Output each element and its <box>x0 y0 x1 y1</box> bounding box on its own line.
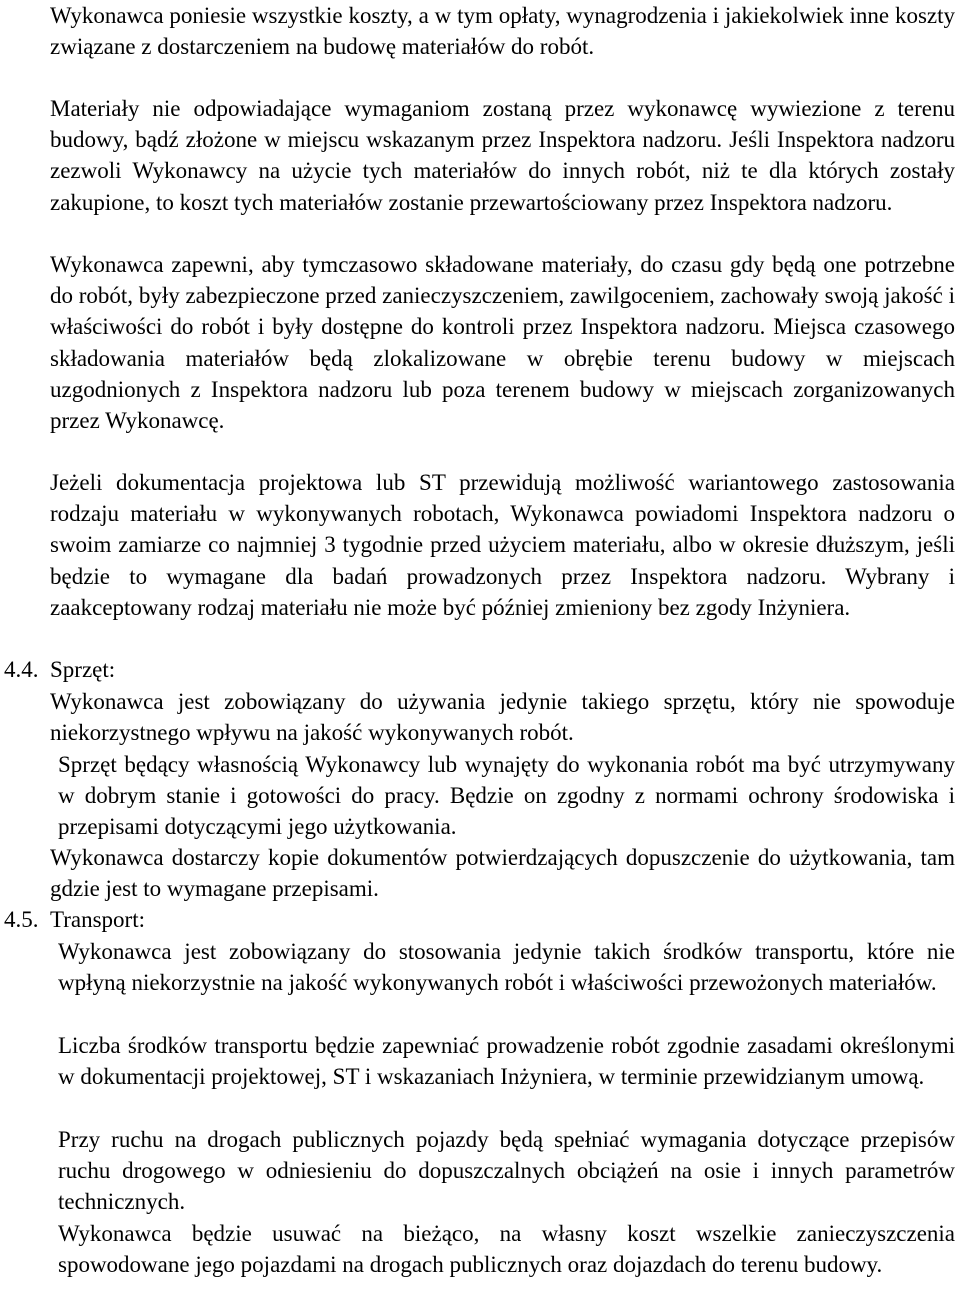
paragraph-equipment-documents: Wykonawca dostarczy kopie dokumentów potwierdzających dopuszczenie do użytkowania, tam gdzie jest to wymagane przepisami. <box>50 845 955 902</box>
paragraph-equipment-condition: Sprzęt będący własnością Wykonawcy lub wynajęty do wykonania robót ma być utrzymywany w dobrym stanie i gotowości do pracy. Będzie on zgodny z normami ochrony środowiska i przepisami dotyczącymi jego użytkowania. <box>58 752 955 840</box>
section-number: 4.5. <box>4 907 39 932</box>
paragraph-equipment-use: Wykonawca jest zobowiązany do używania jedynie takiego sprzętu, który nie spowoduje niekorzystnego wpływu na jakość wykonywanych robót. <box>50 689 955 746</box>
section-title: Transport: <box>50 907 145 932</box>
section-heading-transport <box>4 904 145 935</box>
paragraph-transport-means: Wykonawca jest zobowiązany do stosowania jedynie takich środków transportu, które nie wpłyną niekorzystnie na jakość wykonywanych robót i właściwości przewożonych materiałów. <box>58 939 955 996</box>
paragraph-public-roads: Przy ruchu na drogach publicznych pojazdy będą spełniać wymagania dotyczące przepisów ruchu drogowego w odniesieniu do dopuszczalnych obciążeń na osie i innych parametrów technicznych. <box>58 1127 955 1215</box>
paragraph-material-variants: Jeżeli dokumentacja projektowa lub ST przewidują możliwość wariantowego zastosowania rodzaju materiału w wykonywanych robotach, Wykonawca powiadomi Inspektora nadzoru o swoim zamiarze co najmniej 3 tygodnie przed użyciem materiału, albo w okresie dłuższym, jeśli będzie to wymagane dla badań prowadzonych przez Inspektora nadzoru. Wybrany i zaakceptowany rodzaj materiału nie może być później zmieniony bez zgody Inżyniera. <box>50 470 955 620</box>
section-number: 4.4. <box>4 657 39 682</box>
paragraph-transport-count: Liczba środków transportu będzie zapewniać prowadzenie robót zgodnie zasadami określonymi w dokumentacji projektowej, ST i wskazaniach Inżyniera, w terminie przewidzianym umową. <box>58 1033 955 1090</box>
paragraph-storage: Wykonawca zapewni, aby tymczasowo składowane materiały, do czasu gdy będą one potrzebne do robót, były zabezpieczone przed zanieczyszczeniem, zawilgoceniem, zachowały swoją jakość i właściwości do robót i były dostępne do kontroli przez Inspektora nadzoru. Miejsca czasowego składowania materiałów będą zlokalizowane w obrębie terenu budowy w miejscach uzgodnionych z Inspektora nadzoru lub poza terenem budowy w miejscach zorganizowanych przez Wykonawcę. <box>50 252 955 434</box>
paragraph-costs: Wykonawca poniesie wszystkie koszty, a w tym opłaty, wynagrodzenia i jakiekolwiek inne koszty związane z dostarczeniem na budowę materiałów do robót. <box>50 3 955 60</box>
section-title: Sprzęt: <box>50 657 116 682</box>
paragraph-rejected-materials: Materiały nie odpowiadające wymaganiom zostaną przez wykonawcę wywiezione z terenu budowy, bądź złożone w miejscu wskazanym przez Inspektora nadzoru. Jeśli Inspektora nadzoru zezwoli Wykonawcy na użycie tych materiałów do innych robót, niż te dla których zostały zakupione, to koszt tych materiałów zostanie przewartościowany przez Inspektora nadzoru. <box>50 96 955 215</box>
paragraph-cleaning: Wykonawca będzie usuwać na bieżąco, na własny koszt wszelkie zanieczyszczenia spowodowane jego pojazdami na drogach publicznych oraz dojazdach do terenu budowy. <box>58 1221 955 1278</box>
section-heading-equipment <box>4 654 115 685</box>
